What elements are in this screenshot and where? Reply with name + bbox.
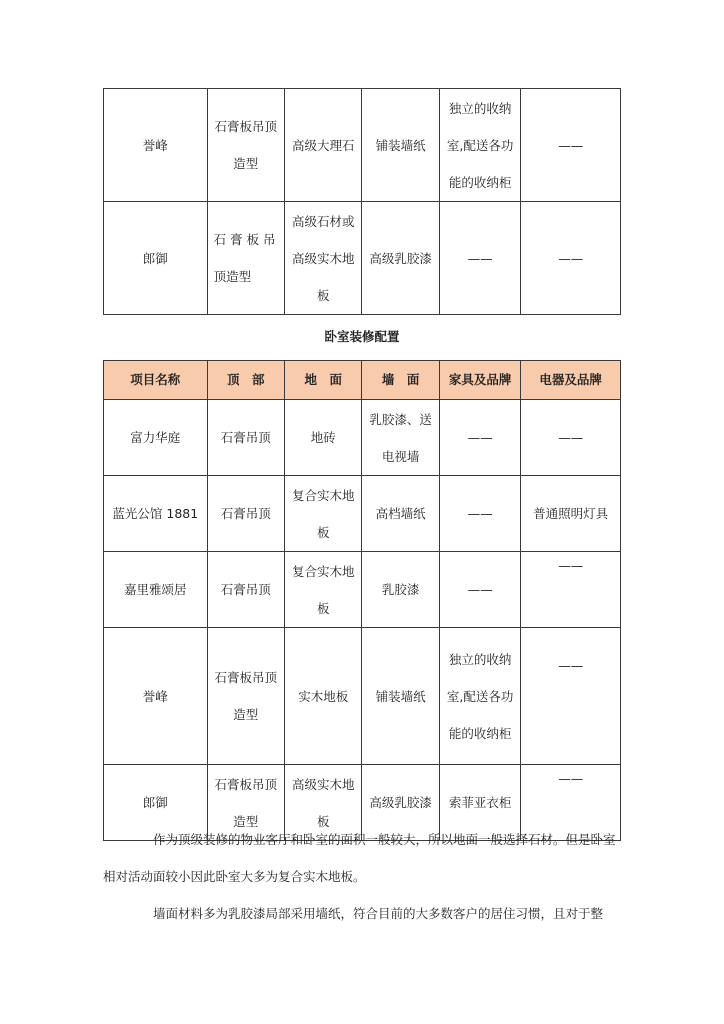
table-row	[104, 400, 621, 476]
table-cell: 石膏板吊顶造型	[207, 89, 284, 202]
table-cell: ——	[521, 765, 621, 841]
section-title: 卧室装修配置	[324, 329, 400, 344]
table-cell: 郎御	[104, 765, 208, 841]
table-cell: 高级大理石	[285, 89, 362, 202]
table-row	[104, 628, 621, 765]
table-cell: 乳胶漆、送电视墙	[362, 400, 439, 476]
table-row	[104, 476, 621, 552]
table-row	[104, 89, 621, 202]
table-cell: ——	[521, 400, 621, 476]
table-row	[104, 552, 621, 628]
table-cell: ——	[439, 476, 520, 552]
column-header: 地 面	[285, 361, 362, 400]
table-row	[104, 202, 621, 315]
table-cell: 石膏吊顶	[207, 400, 284, 476]
table-cell: 誉峰	[104, 628, 208, 765]
table-cell: ——	[521, 628, 621, 765]
table-cell: 郎御	[104, 202, 208, 315]
table-cell: 铺装墙纸	[362, 628, 439, 765]
table-cell: 地砖	[285, 400, 362, 476]
table-cell: 乳胶漆	[362, 552, 439, 628]
table-cell: ——	[439, 552, 520, 628]
table-cell: ——	[439, 400, 520, 476]
table-cell: ——	[521, 552, 621, 628]
table-cell: 石膏板吊顶造型	[207, 628, 284, 765]
table-cell: 高级石材或高级实木地板	[285, 202, 362, 315]
table-cell: 誉峰	[104, 89, 208, 202]
table-header-row	[104, 361, 621, 400]
table-cell: 高级实木地板	[285, 765, 362, 841]
table-cell: 石膏吊顶	[207, 552, 284, 628]
table-cell: 嘉里雅颂居	[104, 552, 208, 628]
table-cell: 石膏吊顶	[207, 476, 284, 552]
table-cell: 独立的收纳室,配送各功能的收纳柜	[439, 89, 520, 202]
table-cell: 石膏板吊顶造型	[207, 765, 284, 841]
table-cell: 蓝光公馆 1881	[104, 476, 208, 552]
table-cell: 高档墙纸	[362, 476, 439, 552]
column-header: 家具及品牌	[439, 361, 520, 400]
body-paragraph: 作为顶级装修的物业客厅和卧室的面积一般较大，所以地面一般选择石材。但是卧室相对活动面较小因此卧室大多为复合实木地板。	[103, 832, 616, 884]
table-cell: 富力华庭	[104, 400, 208, 476]
table-cell: ——	[521, 202, 621, 315]
table-cell: 索菲亚衣柜	[439, 765, 520, 841]
table-cell: 实木地板	[285, 628, 362, 765]
table-cell: 高级乳胶漆	[362, 765, 439, 841]
column-header: 电器及品牌	[521, 361, 621, 400]
column-header: 项目名称	[104, 361, 208, 400]
table-cell: 复合实木地板	[285, 476, 362, 552]
column-header: 墙 面	[362, 361, 439, 400]
table-cell: ——	[521, 89, 621, 202]
table-cell: 独立的收纳室,配送各功能的收纳柜	[439, 628, 520, 765]
column-header: 顶 部	[207, 361, 284, 400]
body-paragraph: 墙面材料多为乳胶漆局部采用墙纸，符合目前的大多数客户的居住习惯，且对于整	[153, 906, 604, 921]
bedroom-config-table	[103, 360, 621, 841]
table-cell: 高级乳胶漆	[362, 202, 439, 315]
table-cell: 石 膏 板 吊顶造型	[207, 202, 284, 315]
table-cell: 复合实木地板	[285, 552, 362, 628]
living-room-config-table-continued	[103, 88, 621, 315]
table-cell: 铺装墙纸	[362, 89, 439, 202]
table-cell: ——	[439, 202, 520, 315]
table-cell: 普通照明灯具	[521, 476, 621, 552]
